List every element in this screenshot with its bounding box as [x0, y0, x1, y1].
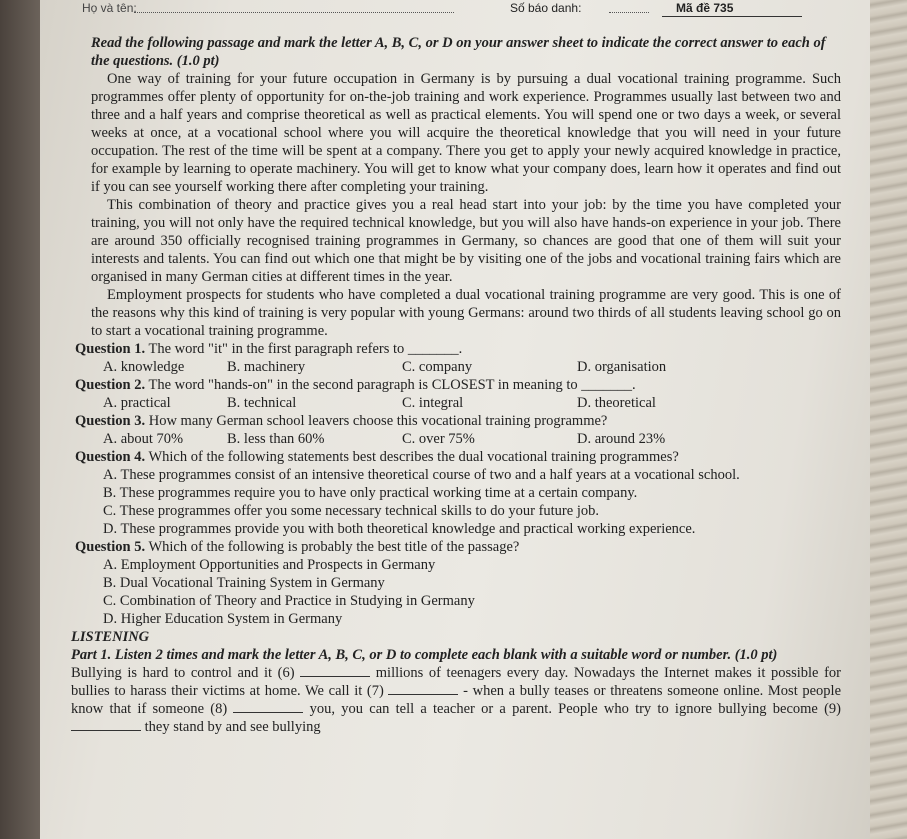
candidate-number-blank-line	[609, 12, 649, 13]
option-c[interactable]: C. over 75%	[402, 431, 475, 447]
question-1	[75, 340, 841, 358]
cloze-text-3: - when a bully teases or threatens someone online. Most people know that if someone (8)	[71, 683, 842, 717]
question-3	[75, 412, 841, 430]
question-3-options	[103, 430, 841, 448]
option-a[interactable]: A. These programmes consist of an intensive theoretical course of two and a half years at a vocational school.	[103, 467, 740, 483]
question-4	[75, 448, 841, 466]
option-b[interactable]: B. Dual Vocational Training System in Germany	[103, 575, 385, 591]
reading-instruction: Read the following passage and mark the letter A, B, C, or D on your answer sheet to indicate the correct answer to each of the questions. (1.0 pt)	[91, 35, 826, 69]
exam-header	[82, 1, 810, 17]
question-stem: Which of the following statements best describes the dual vocational training programmes?	[148, 449, 679, 465]
blank-6[interactable]	[300, 664, 370, 677]
question-stem: Which of the following is probably the best title of the passage?	[148, 539, 520, 555]
exam-content	[71, 34, 841, 736]
option-d[interactable]: D. around 23%	[577, 431, 666, 447]
option-a[interactable]: A. practical	[103, 395, 171, 411]
cloze-text-5: they stand by and see bullying	[144, 719, 321, 735]
question-label: Question 1.	[75, 341, 146, 357]
listening-cloze-text	[71, 664, 841, 736]
candidate-number-label: Số báo danh:	[510, 1, 582, 15]
option-a[interactable]: A. Employment Opportunities and Prospects in Germany	[103, 557, 436, 573]
option-d[interactable]: D. These programmes provide you with both theoretical knowledge and practical working experience.	[103, 521, 696, 537]
question-stem: The word "hands-on" in the second paragraph is CLOSEST in meaning to _______.	[148, 377, 636, 393]
option-c[interactable]: C. Combination of Theory and Practice in Studying in Germany	[103, 593, 475, 609]
exam-code: Mã đề 735	[676, 1, 734, 15]
option-c[interactable]: C. company	[402, 359, 473, 375]
name-blank-line	[134, 12, 454, 13]
question-label: Question 3.	[75, 413, 146, 429]
listening-heading: LISTENING	[71, 629, 150, 645]
question-2	[75, 376, 841, 394]
question-stem: The word "it" in the first paragraph refers to _______.	[148, 341, 463, 357]
question-2-options	[103, 394, 841, 412]
question-label: Question 5.	[75, 539, 146, 555]
cloze-text-2: millions of teenagers every day. Nowadays the Internet makes it possible for bullies to harass their victims at home. We call it (7)	[71, 665, 841, 699]
blank-7[interactable]	[388, 682, 458, 695]
question-label: Question 4.	[75, 449, 146, 465]
option-c[interactable]: C. integral	[402, 395, 464, 411]
option-a[interactable]: A. knowledge	[103, 359, 185, 375]
option-d[interactable]: D. Higher Education System in Germany	[103, 611, 343, 627]
passage-paragraph-1: One way of training for your future occupation in Germany is by pursuing a dual vocational training programme. Such programmes offer plenty of opportunity for on-the-job training and work experience. Programmes usually last between two and three and a half years and comprise theoretical as well as practical elements. You will spend one or two days a week, or several weeks at once, at a vocational school where you will acquire the theoretical knowledge that you will need in your future occupation. The rest of the time will be spent at a company. There you get to apply your newly acquired knowledge in practice, for example by learning to operate machinery. You will get to know what your company does, learn how it operates and find out if you can see yourself working there after completing your training.	[91, 71, 841, 195]
option-b[interactable]: B. technical	[227, 395, 297, 411]
option-b[interactable]: B. machinery	[227, 359, 306, 375]
passage-paragraph-2: This combination of theory and practice gives you a real head start into your job: by the time you have completed your training, you will not only have the required technical knowledge, but you will also have hands-on experience in your job. There are around 350 officially recognised training programmes in Germany, so chances are good that one of them will suit your interests and talents. You can find out which one that might be by visiting one of the jobs and vocational training fairs which are organised in many German cities at different times in the year.	[91, 197, 841, 285]
option-b[interactable]: B. These programmes require you to have only practical working time at a certain company.	[103, 485, 638, 501]
option-a[interactable]: A. about 70%	[103, 431, 184, 447]
cloze-text-4: you, you can tell a teacher or a parent. People who try to ignore bullying become (9)	[309, 701, 841, 717]
passage-paragraph-3: Employment prospects for students who have completed a dual vocational training programme are very good. This is one of the reasons why this kind of training is very popular with young Germans: around two thirds of all students leaving school go on to start a vocational training programme.	[91, 287, 841, 339]
question-1-options	[103, 358, 841, 376]
cloze-text-1: Bullying is hard to control and it (6)	[71, 665, 295, 681]
exam-code-underline	[662, 16, 802, 17]
option-b[interactable]: B. less than 60%	[227, 431, 325, 447]
blank-9[interactable]	[71, 718, 141, 731]
blank-8[interactable]	[233, 700, 303, 713]
name-label: Họ và tên:	[82, 1, 137, 15]
question-5	[75, 538, 841, 556]
listening-part1-instruction: Part 1. Listen 2 times and mark the letter A, B, C, or D to complete each blank with a suitable word or number. (1.0 pt)	[71, 647, 778, 663]
option-c[interactable]: C. These programmes offer you some necessary technical skills to do your future job.	[103, 503, 599, 519]
option-d[interactable]: D. theoretical	[577, 395, 656, 411]
question-stem: How many German school leavers choose this vocational training programme?	[148, 413, 608, 429]
option-d[interactable]: D. organisation	[577, 359, 667, 375]
exam-paper	[40, 0, 870, 839]
question-label: Question 2.	[75, 377, 146, 393]
